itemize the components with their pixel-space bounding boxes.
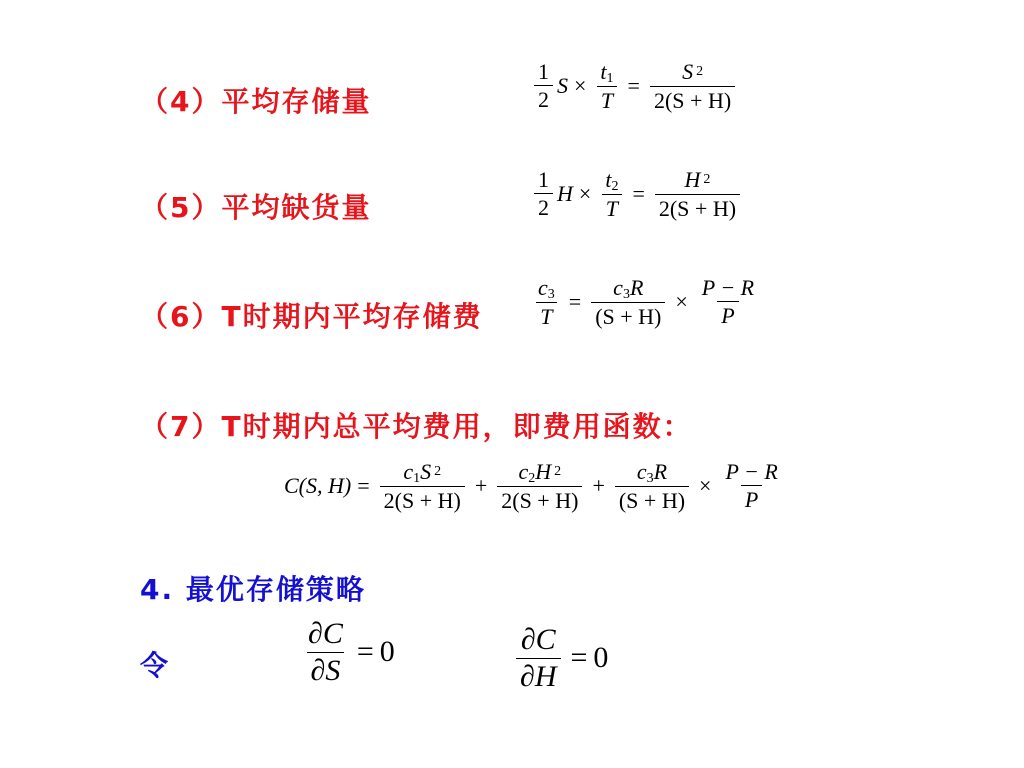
formula-avg-storage-cost: $\frac{c_3}{T}$ = $\frac{c_3R}{(S + H)}$ × $\frac{P - R}{P}$ (538, 275, 755, 329)
heading-optimal-strategy: 4. 最优存储策略 (140, 573, 366, 606)
formula-avg-storage: $\frac{1}{2}$ S × $\frac{t_1}{T}$ = $\frac{S ^2}{2(S + H)}$ (530, 60, 739, 112)
formula-cost-function: C(S, H) = $\frac{c_1S ^2}{2(S + H)}$ + $\frac{c_2H ^2}{2(S + H)}$ + $\frac{c_3R}{(S + H)}$ × $\frac{P - R}{P}$ (284, 459, 778, 513)
heading-total-cost-function: （7）T时期内总平均费用，即费用函数： (140, 410, 693, 443)
heading-avg-storage: （4）平均存储量 (140, 85, 372, 118)
formula-partial-C-H: $\frac{\partial C}{\partial H}$ = 0 (512, 624, 608, 692)
heading-avg-storage-cost: （6）T时期内平均存储费 (140, 300, 483, 333)
formula-partial-C-S: $\frac{\partial C}{\partial S}$ = 0 (308, 617, 395, 687)
formula-avg-shortage: $\frac{1}{2}$ H × $\frac{t_2}{T}$ = $\frac{H ^2}{2(S + H)}$ (530, 168, 744, 220)
heading-let: 令 (140, 649, 171, 682)
heading-avg-shortage: （5）平均缺货量 (140, 191, 372, 224)
